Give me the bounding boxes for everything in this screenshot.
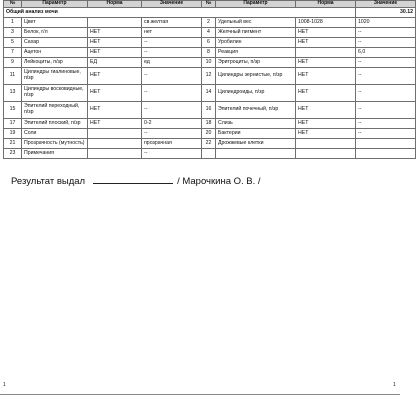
section-date: 30.12 [356,8,416,18]
row-norm-left: НЕТ [88,48,142,58]
row-num-right: 14 [202,85,216,102]
row-param-left: Белок, г/л [22,28,88,38]
page-footer-divider [0,394,400,395]
row-value-right [356,139,416,149]
row-param-left: Цвет [22,18,88,28]
row-norm-right [296,149,356,159]
row-norm-right [296,139,356,149]
result-issued-label: Результат выдал [11,176,86,187]
table-row [4,139,416,149]
row-value-right: -- [356,102,416,119]
row-param-left: Ацетон [22,48,88,58]
row-num-left: 21 [4,139,22,149]
row-param-right: Реакция [216,48,296,58]
table-row [4,149,416,159]
row-value-right: -- [356,58,416,68]
row-num-right: 16 [202,102,216,119]
row-value-left: ед [142,58,202,68]
row-value-right: -- [356,119,416,129]
row-value-right: 6,0 [356,48,416,58]
row-norm-right: НЕТ [296,28,356,38]
row-norm-right: НЕТ [296,119,356,129]
table-row [4,102,416,119]
row-param-left: Соли [22,129,88,139]
row-param-right: Удельный вес [216,18,296,28]
row-value-left: -- [142,102,202,119]
row-num-left: 3 [4,28,22,38]
row-num-right: 22 [202,139,216,149]
row-num-right: 18 [202,119,216,129]
row-param-left: Примечания [22,149,88,159]
table-rows [4,18,416,159]
row-norm-left [88,139,142,149]
row-value-left: -- [142,149,202,159]
row-param-right: Слизь [216,119,296,129]
header-norm-left: Норма [88,1,142,8]
row-value-right: 1020 [356,18,416,28]
table-row [4,28,416,38]
row-param-right: Уробилин [216,38,296,48]
row-num-right: 12 [202,68,216,85]
header-param-left: Параметр [22,1,88,8]
row-value-right: -- [356,85,416,102]
row-value-left: -- [142,48,202,58]
signature-name: / Марочкина О. В. / [177,176,261,187]
row-num-left: 23 [4,149,22,159]
row-num-right: 6 [202,38,216,48]
row-norm-left [88,18,142,28]
section-title: Общий анализ мочи [4,8,356,18]
row-param-left: Цилиндры гиалиновые, п/зр [22,68,88,85]
table-row [4,85,416,102]
row-norm-left: НЕТ [88,102,142,119]
urinalysis-table [3,0,416,159]
row-num-left: 15 [4,102,22,119]
row-param-right: Желчный пигмент [216,28,296,38]
table-row [4,38,416,48]
row-norm-right: НЕТ [296,68,356,85]
header-norm-right: Норма [296,1,356,8]
row-param-left: Цилиндры восковидные, п/зр [22,85,88,102]
header-param-right: Параметр [216,1,296,8]
row-value-left: прозрачная [142,139,202,149]
row-value-right: -- [356,68,416,85]
row-norm-left [88,129,142,139]
header-value-left: Значение [142,1,202,8]
row-num-right: 20 [202,129,216,139]
row-num-right [202,149,216,159]
signature-underline [93,175,173,184]
row-norm-left: НЕТ [88,28,142,38]
row-param-left: Лейкоциты, п/зр [22,58,88,68]
row-value-left: -- [142,85,202,102]
result-issued-line [11,175,261,187]
row-value-left: -- [142,68,202,85]
section-row [4,8,416,18]
page-number-left: 1 [3,382,6,388]
row-norm-left: НЕТ [88,38,142,48]
row-norm-left: ЕД [88,58,142,68]
row-num-right: 2 [202,18,216,28]
row-param-left: Эпителий плоский, п/зр [22,119,88,129]
row-value-right: -- [356,28,416,38]
row-param-left: Прозрачность (мутность) [22,139,88,149]
row-num-left: 13 [4,85,22,102]
table-row [4,68,416,85]
row-value-left: св.желтая [142,18,202,28]
row-num-left: 9 [4,58,22,68]
row-param-right [216,149,296,159]
row-value-right: -- [356,38,416,48]
table-row [4,48,416,58]
row-param-right: Цилиндры зернистые, п/зр [216,68,296,85]
row-norm-right: НЕТ [296,102,356,119]
table-row [4,119,416,129]
row-param-right: Эпителий почечный, п/зр [216,102,296,119]
table-row [4,18,416,28]
row-param-right: Цилиндроиды, п/зр [216,85,296,102]
row-norm-left: НЕТ [88,85,142,102]
row-norm-right: НЕТ [296,85,356,102]
row-norm-right: НЕТ [296,38,356,48]
row-param-right: Эритроциты, п/зр [216,58,296,68]
table-row [4,58,416,68]
table-header-row [4,1,416,8]
row-norm-left: НЕТ [88,68,142,85]
row-norm-right [296,48,356,58]
row-num-left: 17 [4,119,22,129]
row-num-right: 10 [202,58,216,68]
row-norm-right: НЕТ [296,58,356,68]
row-param-right: Бактерии [216,129,296,139]
row-num-left: 19 [4,129,22,139]
row-value-left: 0-2 [142,119,202,129]
row-param-left: Сахар [22,38,88,48]
row-param-right: Дрожжевые клетки [216,139,296,149]
row-norm-right: НЕТ [296,129,356,139]
row-value-left: нет [142,28,202,38]
row-value-left: -- [142,38,202,48]
row-norm-right: 1008-1028 [296,18,356,28]
header-value-right: Значение [356,1,416,8]
row-num-left: 1 [4,18,22,28]
row-num-left: 5 [4,38,22,48]
row-norm-left [88,149,142,159]
row-value-left: -- [142,129,202,139]
row-value-right: -- [356,129,416,139]
header-num-left: № [4,1,22,8]
row-norm-left: НЕТ [88,119,142,129]
header-num-right: № [202,1,216,8]
row-num-right: 8 [202,48,216,58]
row-num-right: 4 [202,28,216,38]
row-value-right [356,149,416,159]
row-num-left: 11 [4,68,22,85]
page-number-right: 1 [393,382,396,388]
table-row [4,129,416,139]
row-num-left: 7 [4,48,22,58]
row-param-left: Эпителий переходный, п/зр [22,102,88,119]
